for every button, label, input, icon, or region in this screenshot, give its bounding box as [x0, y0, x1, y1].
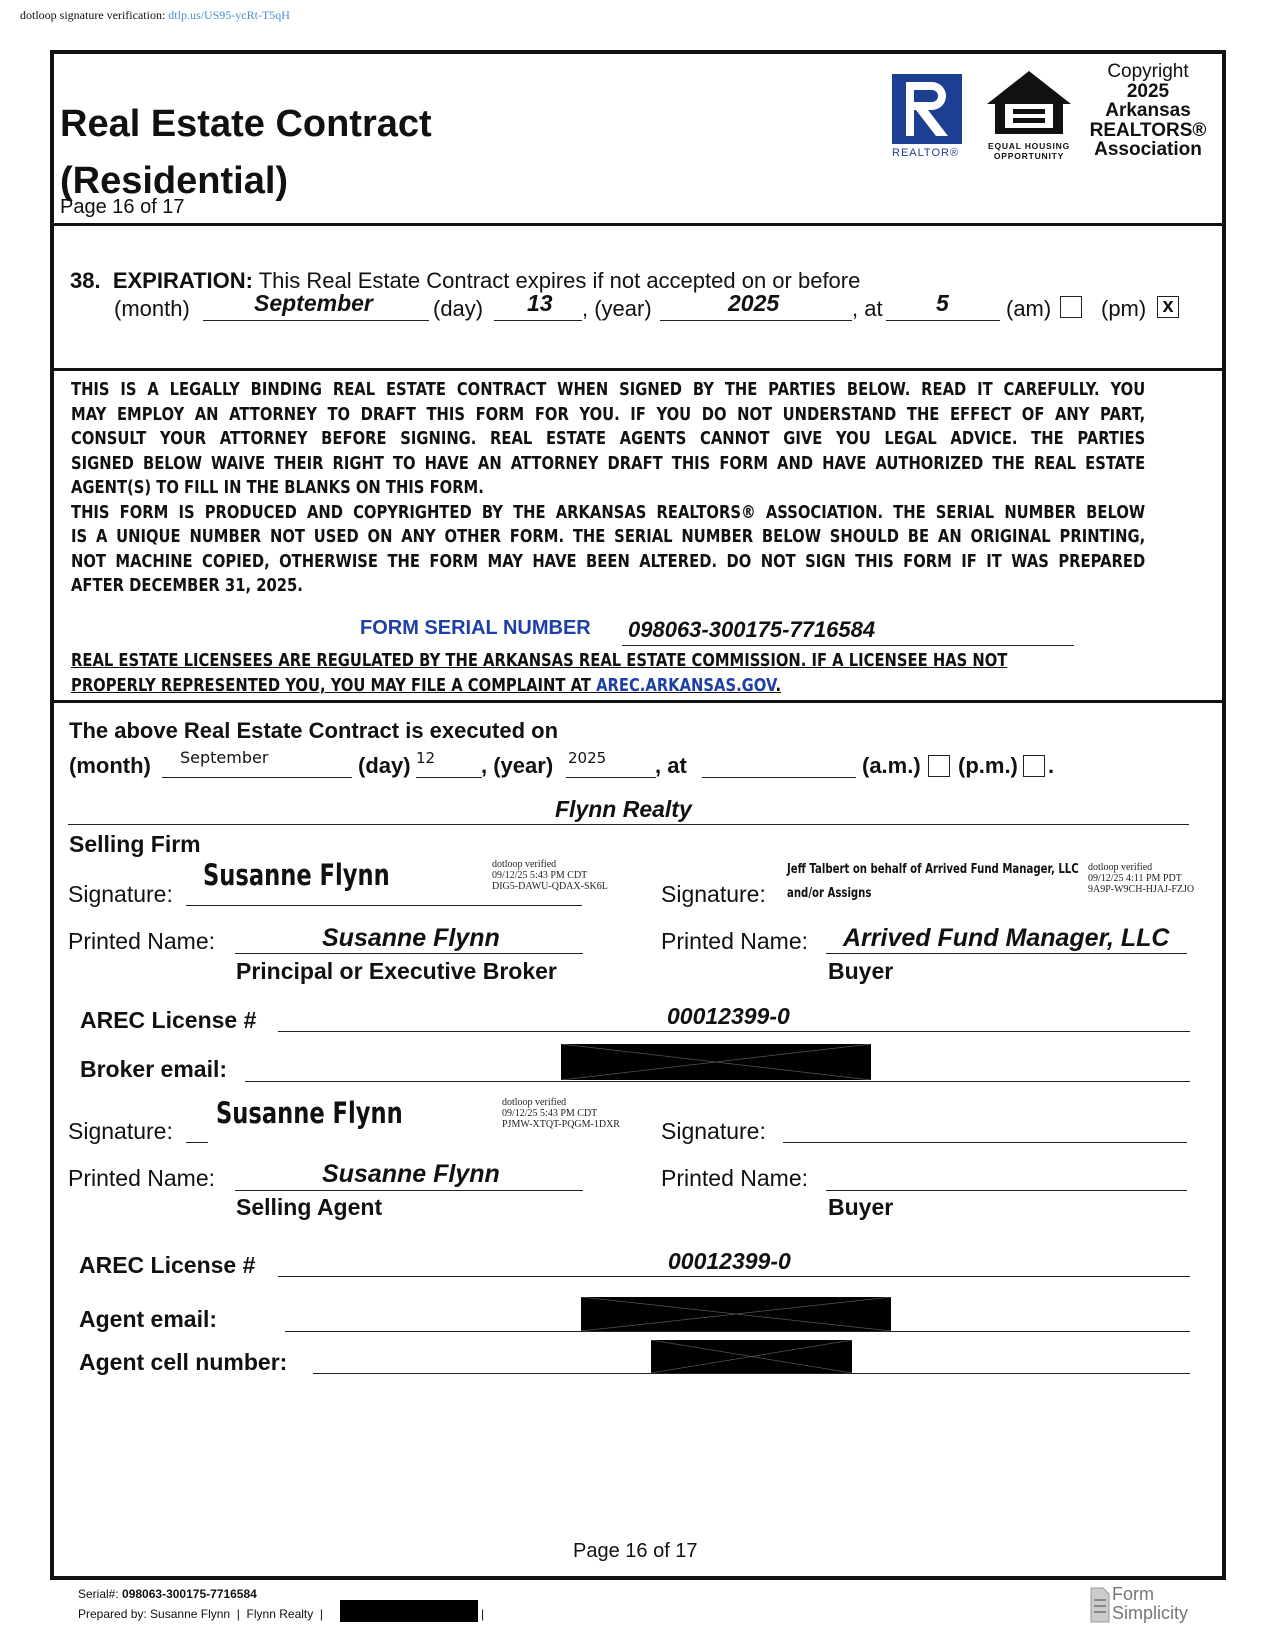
- expiration-year-value: 2025: [728, 290, 780, 316]
- agent-role: Selling Agent: [236, 1194, 383, 1220]
- legal-line: AFTER DECEMBER 31, 2025.: [71, 575, 303, 596]
- agent-sig-line-left: [186, 1142, 208, 1143]
- execution-day-line: [416, 777, 482, 778]
- pm-check-mark: x: [1162, 295, 1174, 317]
- agent-email-redaction: [581, 1297, 891, 1331]
- agent-license-line: [278, 1276, 1190, 1277]
- divider-expiration: [52, 368, 1224, 371]
- brand-line-1: Form: [1112, 1584, 1154, 1604]
- firm-license-label: AREC License #: [80, 1007, 257, 1033]
- firm-sig-label: Signature:: [68, 881, 173, 907]
- execution-year-line: [566, 777, 656, 778]
- regulated-notice: [71, 648, 1171, 698]
- copyright-block: Copyright 2025 Arkansas REALTORS® Association: [1089, 61, 1207, 160]
- legal-line: SIGNED BELOW WAIVE THEIR RIGHT TO HAVE AN ATTORNEY DRAFT THIS FORM AND HAVE AUTHORIZED THE REAL ESTATE: [71, 452, 1146, 474]
- expiration-time-value: 5: [936, 290, 949, 316]
- agent-printed-label: Printed Name:: [68, 1165, 216, 1191]
- buyer2-printed-label: Printed Name:: [661, 1165, 809, 1191]
- footer-pipe: |: [481, 1607, 485, 1621]
- legal-line: THIS IS A LEGALLY BINDING REAL ESTATE CONTRACT WHEN SIGNED BY THE PARTIES BELOW. READ IT CAREFULLY. YOU: [71, 379, 1146, 400]
- arec-link[interactable]: AREC.ARKANSAS.GOV: [596, 675, 776, 696]
- footer-serial: Serial#: 098063-300175-7716584: [78, 1587, 257, 1601]
- equal-housing-logo: [983, 68, 1075, 161]
- buyer2-printed-line[interactable]: [826, 1190, 1187, 1191]
- buyer2-role: Buyer: [828, 1194, 894, 1220]
- firm-line: [68, 824, 1189, 825]
- execution-at-label: , at: [655, 753, 687, 778]
- firm-dotloop-stamp: dotloop verified 09/12/25 5:43 PM CDT DIG5-DAWU-QDAX-SK6L: [492, 859, 608, 892]
- execution-day-label: (day): [358, 753, 411, 778]
- expiration-year-label: , (year): [582, 296, 652, 321]
- buyer1-sig-label: Signature:: [661, 881, 766, 907]
- firm-role: Principal or Executive Broker: [236, 958, 557, 984]
- equal-housing-text: EQUAL HOUSING OPPORTUNITY: [987, 141, 1071, 161]
- agent-cell-line: [313, 1373, 1190, 1374]
- agent-license-label: AREC License #: [79, 1252, 256, 1278]
- legal-line: THIS FORM IS PRODUCED AND COPYRIGHTED BY THE ARKANSAS REALTORS® ASSOCIATION. THE SERIAL NUMBER BELOW: [71, 501, 1146, 523]
- realtor-r-icon: [892, 74, 962, 144]
- verification-link[interactable]: dtlp.us/US95-ycRt-T5qH: [168, 8, 290, 22]
- execution-time-line: [702, 777, 856, 778]
- buyer1-printed-name: Arrived Fund Manager, LLC: [843, 924, 1170, 952]
- broker-email-label: Broker email:: [80, 1056, 228, 1082]
- execution-am-label: (a.m.): [862, 753, 921, 778]
- expiration-pm-label: (pm): [1101, 296, 1147, 321]
- footer-prepared: Prepared by: Susanne Flynn | Flynn Realty |: [78, 1607, 324, 1621]
- serial-line: [622, 645, 1074, 646]
- regulated-line-1: REAL ESTATE LICENSEES ARE REGULATED BY THE ARKANSAS REAL ESTATE COMMISSION. IF A LICENSEE HAS NOT: [71, 650, 1008, 671]
- firm-label: Selling Firm: [69, 831, 201, 857]
- expiration-day-value: 13: [527, 290, 553, 316]
- expiration-month-line: [203, 320, 429, 321]
- execution-month-value: September: [180, 748, 269, 767]
- buyer1-signature[interactable]: Jeff Talbert on behalf of Arrived Fund Manager, LLC and/or Assigns: [787, 862, 1079, 901]
- expiration-day-line: [494, 320, 582, 321]
- verification-line: [20, 8, 290, 23]
- buyer1-printed-line: [826, 953, 1187, 954]
- agent-printed-line: [235, 1190, 583, 1191]
- firm-printed-label: Printed Name:: [68, 928, 216, 954]
- agent-dotloop-stamp: dotloop verified 09/12/25 5:43 PM CDT PJMW-XTQT-PQGM-1DXR: [502, 1097, 620, 1130]
- execution-heading: The above Real Estate Contract is executed on: [69, 718, 559, 743]
- agent-license-value: 00012399-0: [668, 1248, 791, 1274]
- legal-line: AGENT(S) TO FILL IN THE BLANKS ON THIS FORM.: [71, 477, 484, 498]
- expiration-day-label: (day): [433, 296, 484, 321]
- buyer1-role: Buyer: [828, 958, 894, 984]
- footer-redaction: [340, 1600, 478, 1622]
- buyer1-dotloop-stamp: dotloop verified 09/12/25 4:11 PM PDT 9A9P-W9CH-HJAJ-FZJO: [1088, 862, 1195, 895]
- serial-label: FORM SERIAL NUMBER: [360, 617, 591, 639]
- footer-page-number: Page 16 of 17: [573, 1540, 698, 1562]
- agent-email-label: Agent email:: [79, 1306, 218, 1332]
- buyer1-printed-label: Printed Name:: [661, 928, 809, 954]
- expiration-am-label: (am): [1006, 296, 1052, 321]
- execution-month-label: (month): [69, 753, 151, 778]
- agent-cell-redaction: [651, 1340, 852, 1373]
- buyer2-sig-label: Signature:: [661, 1118, 766, 1144]
- expiration-at-label: , at: [852, 296, 883, 321]
- verification-label: dotloop signature verification:: [20, 8, 166, 22]
- legal-line: IS A UNIQUE NUMBER NOT USED ON ANY OTHER FORM. THE SERIAL NUMBER BELOW SHOULD BE AN ORIGINAL PRINTING,: [71, 526, 1146, 547]
- execution-pm-checkbox[interactable]: [1023, 755, 1045, 777]
- realtor-label: REALTOR®: [892, 147, 960, 159]
- expiration-pm-checkbox[interactable]: [1157, 296, 1179, 318]
- buyer2-sig-line[interactable]: [783, 1142, 1187, 1143]
- expiration-time-line: [886, 320, 1000, 321]
- execution-year-label: , (year): [481, 753, 554, 778]
- agent-sig-label: Signature:: [68, 1118, 173, 1144]
- title-line-2: (Residential): [60, 160, 289, 202]
- divider-header: [52, 223, 1224, 226]
- firm-name: Flynn Realty: [555, 796, 692, 822]
- execution-period: .: [1048, 753, 1055, 778]
- execution-month-line: [162, 777, 352, 778]
- expiration-am-checkbox[interactable]: [1060, 296, 1082, 318]
- agent-signature[interactable]: Susanne Flynn: [216, 1096, 403, 1130]
- expiration-year-line: [660, 320, 852, 321]
- agent-email-line: [285, 1331, 1190, 1332]
- firm-license-line: [278, 1031, 1190, 1032]
- expiration-month-label: (month): [114, 296, 190, 321]
- regulated-line-2: PROPERLY REPRESENTED YOU, YOU MAY FILE A COMPLAINT AT AREC.ARKANSAS.GOV.: [71, 675, 782, 696]
- firm-printed-name: Susanne Flynn: [322, 924, 500, 952]
- firm-signature[interactable]: Susanne Flynn: [203, 858, 390, 892]
- divider-legal: [52, 700, 1224, 703]
- execution-pm-label: (p.m.): [958, 753, 1018, 778]
- firm-license-value: 00012399-0: [667, 1003, 790, 1029]
- form-simplicity-logo: [1090, 1585, 1200, 1625]
- broker-email-line: [245, 1081, 1190, 1082]
- legal-line: MAY EMPLOY AN ATTORNEY TO DRAFT THIS FORM FOR YOU. IF YOU DO NOT UNDERSTAND THE EFFECT OF ANY PART,: [71, 403, 1146, 425]
- execution-am-checkbox[interactable]: [928, 755, 950, 777]
- realtor-logo: [892, 74, 962, 159]
- legal-notice: [71, 378, 1203, 599]
- serial-value: 098063-300175-7716584: [628, 617, 876, 642]
- legal-line: CONSULT YOUR ATTORNEY BEFORE SIGNING. REAL ESTATE AGENTS CANNOT GIVE YOU LEGAL ADVICE. THE PARTIES: [71, 428, 1146, 449]
- execution-day-value: 12: [416, 749, 436, 767]
- brand-line-2: Simplicity: [1112, 1603, 1189, 1623]
- agent-cell-label: Agent cell number:: [79, 1349, 288, 1375]
- execution-year-value: 2025: [568, 749, 607, 767]
- equal-housing-icon: [983, 68, 1075, 136]
- form-title: [60, 96, 432, 210]
- firm-sig-line: [186, 905, 582, 906]
- firm-printed-line: [235, 953, 583, 954]
- document-icon: [1090, 1587, 1110, 1623]
- agent-printed-name: Susanne Flynn: [322, 1160, 500, 1188]
- header-page-number: Page 16 of 17: [60, 196, 185, 218]
- legal-line: NOT MACHINE COPIED, OTHERWISE THE FORM MAY HAVE BEEN ALTERED. DO NOT SIGN THIS FORM IF IT WAS PREPARED: [71, 550, 1146, 572]
- title-line-1: Real Estate Contract: [60, 103, 432, 145]
- expiration-heading-line: 38. EXPIRATION: This Real Estate Contract expires if not accepted on or before: [70, 268, 861, 293]
- broker-email-redaction: [561, 1044, 871, 1080]
- expiration-month-value: September: [254, 290, 373, 316]
